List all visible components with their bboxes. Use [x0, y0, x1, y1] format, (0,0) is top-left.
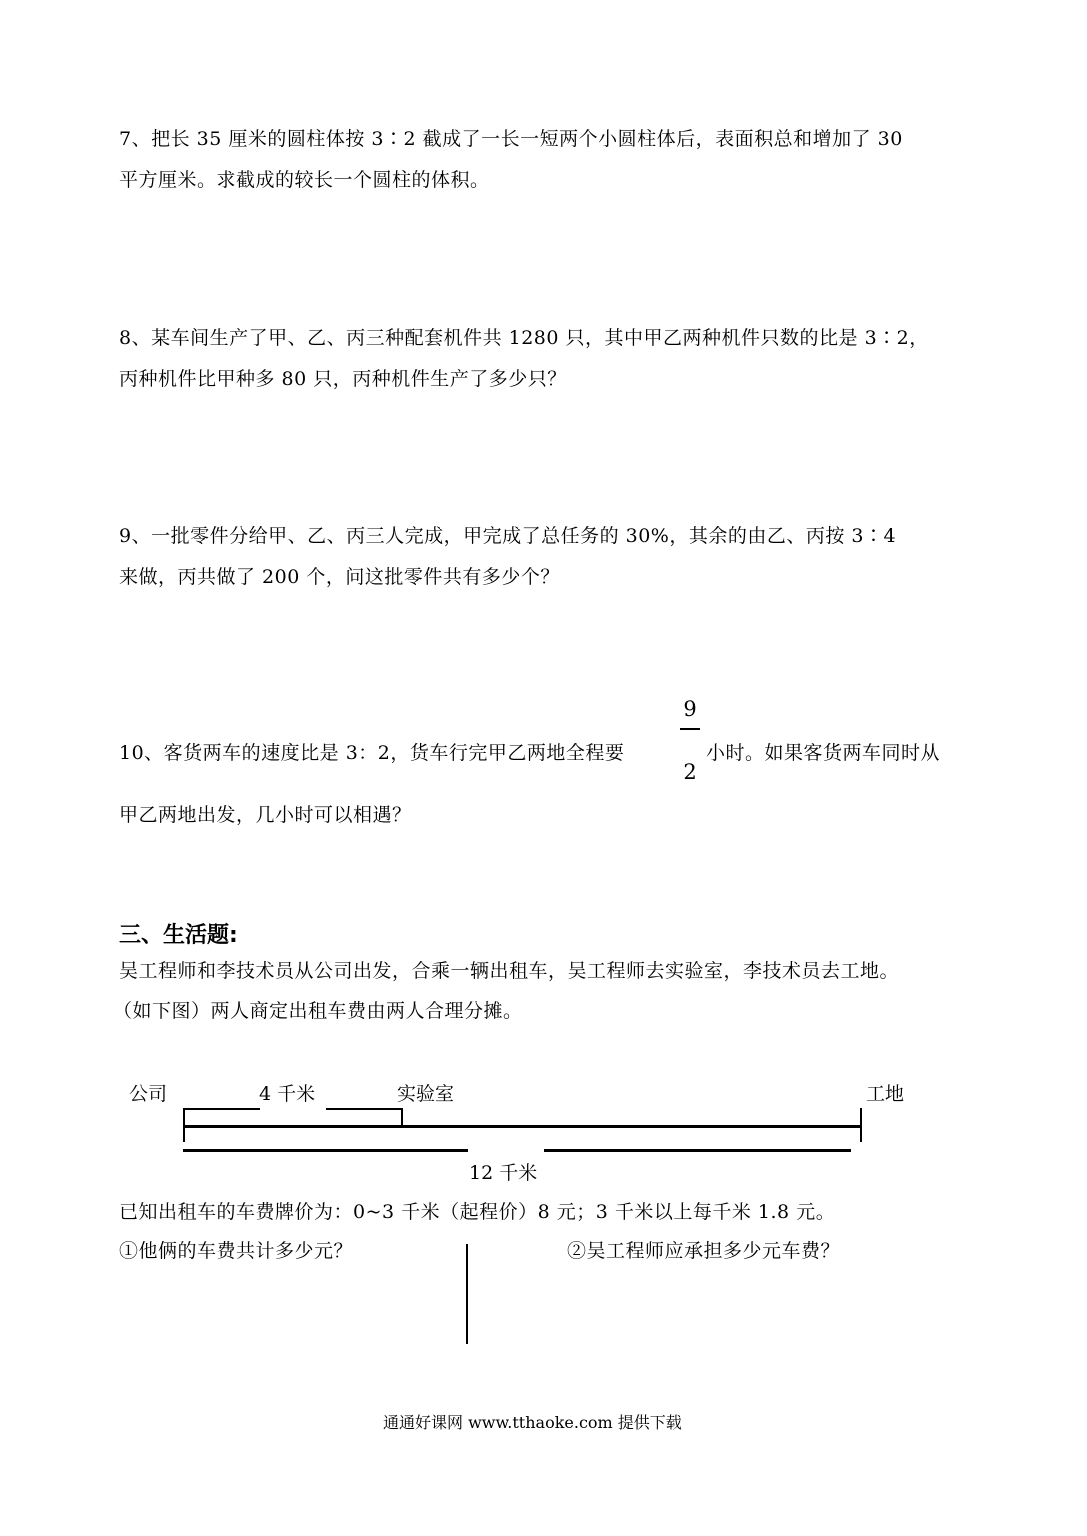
q9-line1: 9、一批零件分给甲、乙、丙三人完成，甲完成了总任务的 30%，其余的由乙、丙按 3∶4 — [119, 525, 897, 547]
label-company: 公司 — [129, 1083, 168, 1105]
footer-text: 通通好课网 www.tthaoke.com 提供下载 — [383, 1413, 682, 1432]
sub-question-2: ②吴工程师应承担多少元车费？ — [567, 1240, 841, 1262]
q7-line2: 平方厘米。求截成的较长一个圆柱的体积。 — [119, 169, 490, 191]
section3-paragraph-1: 吴工程师和李技术员从公司出发，合乘一辆出租车，吴工程师去实验室，李技术员去工地。 — [119, 960, 900, 982]
label-4km: 4 千米 — [259, 1083, 316, 1105]
answer-divider — [466, 1244, 468, 1344]
q8-line2: 丙种机件比甲种多 80 只，丙种机件生产了多少只？ — [119, 368, 567, 390]
fraction-denominator: 2 — [683, 760, 697, 784]
section-heading: 三、生活题: — [119, 923, 238, 948]
sub-question-1: ①他俩的车费共计多少元？ — [119, 1240, 354, 1262]
bracket-4km-right-tick — [401, 1108, 403, 1126]
route-line — [183, 1125, 862, 1128]
fare-rule: 已知出租车的车费牌价为：0~3 千米（起程价）8 元；3 千米以上每千米 1.8 元。 — [119, 1201, 836, 1223]
route-end-tick — [860, 1108, 862, 1142]
bracket-12km-left-arm — [183, 1149, 468, 1152]
bracket-12km-right-arm — [544, 1149, 851, 1152]
label-lab: 实验室 — [397, 1083, 455, 1105]
q10-line1a: 10、客货两车的速度比是 3：2，货车行完甲乙两地全程要 — [119, 742, 625, 764]
bracket-4km-left-arm — [183, 1108, 260, 1110]
q8-line1: 8、某车间生产了甲、乙、丙三种配套机件共 1280 只，其中甲乙两种机件只数的比是 3∶2， — [119, 327, 929, 349]
q10-line1b: 小时。如果客货两车同时从 — [706, 742, 941, 764]
fraction-numerator: 9 — [683, 697, 697, 721]
q9-line2: 来做，丙共做了 200 个，问这批零件共有多少个？ — [119, 566, 560, 588]
q10-line2: 甲乙两地出发，几小时可以相遇？ — [119, 804, 412, 826]
label-12km: 12 千米 — [469, 1162, 538, 1184]
q7-line1: 7、把长 35 厘米的圆柱体按 3∶2 截成了一长一短两个小圆柱体后，表面积总和增加了 30 — [119, 128, 903, 150]
label-site: 工地 — [866, 1083, 905, 1105]
fraction-bar — [680, 728, 700, 730]
bracket-4km-right-arm — [326, 1108, 403, 1110]
section3-paragraph-2: （如下图）两人商定出租车费由两人合理分摊。 — [113, 1000, 523, 1022]
